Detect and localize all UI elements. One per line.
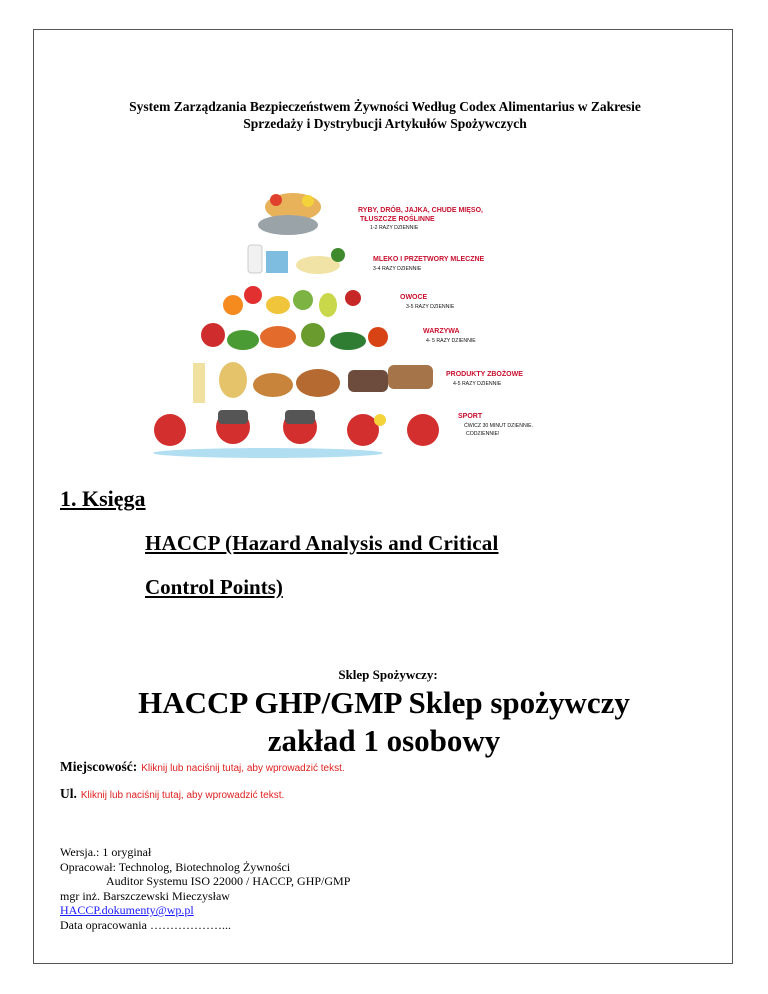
pyramid-level-3-title: OWOCE: [400, 294, 428, 301]
location-field: [60, 759, 345, 775]
pyramid-level-2-title: MLEKO I PRZETWORY MLECZNE: [373, 256, 485, 263]
shop-title-line-2: zakład 1 osobowy: [267, 723, 501, 758]
document-header: [60, 98, 710, 132]
name-text: mgr inż. Barszczewski Mieczysław: [60, 888, 230, 903]
street-label: Ul.: [60, 786, 77, 801]
food-row-4: [201, 323, 388, 350]
date-text: Data opracowania ………………...: [60, 917, 231, 932]
pyramid-level-6-title: SPORT: [458, 413, 483, 420]
food-row-3: [223, 286, 361, 317]
location-input[interactable]: Kliknij lub naciśnij tutaj, aby wprowadzić tekst.: [141, 763, 345, 774]
auditor-text: Auditor Systemu ISO 22000 / HACCP, GHP/GMP: [106, 874, 351, 888]
street-field: [60, 786, 284, 802]
email-link[interactable]: HACCP.dokumenty@wp.pl: [60, 903, 194, 917]
book-subtitle-line-2: Control Points): [145, 575, 283, 599]
author-text: Opracował: Technolog, Biotechnolog Żywności: [60, 859, 291, 874]
food-row-5: [193, 362, 433, 403]
pyramid-level-5-title: PRODUKTY ZBOŻOWE: [446, 371, 523, 378]
pyramid-level-2-freq: 3-4 RAZY DZIENNIE: [373, 266, 422, 272]
pyramid-level-1-title-b: TŁUSZCZE ROŚLINNE: [360, 216, 435, 223]
location-label: Miejscowość:: [60, 759, 138, 774]
document-meta: [60, 845, 350, 932]
pyramid-level-1-title-a: RYBY, DRÓB, JAJKA, CHUDE MIĘSO,: [358, 207, 483, 214]
food-row-2: [248, 245, 345, 274]
pyramid-level-4-freq: 4- 5 RAZY DZIENNIE: [426, 338, 476, 344]
pyramid-level-5-freq: 4-5 RAZY DZIENNIE: [453, 381, 502, 387]
version-text: Wersja.: 1 oryginał: [60, 845, 152, 859]
pyramid-level-3-freq: 3-5 RAZY DZIENNIE: [406, 304, 455, 310]
shop-label: Sklep Spożywczy:: [338, 667, 438, 682]
shop-title: [40, 684, 728, 760]
shop-title-line-1: HACCP GHP/GMP Sklep spożywczy: [138, 685, 630, 720]
sport-figures: [153, 410, 439, 458]
header-line-2: Sprzedaży i Dystrybucji Artykułów Spożywczych: [243, 116, 527, 131]
book-subtitle-line-1: HACCP (Hazard Analysis and Critical: [145, 531, 499, 555]
book-heading: 1. Księga: [60, 486, 146, 511]
pyramid-level-4-title: WARZYWA: [423, 328, 460, 335]
street-input[interactable]: Kliknij lub naciśnij tutaj, aby wprowadzić tekst.: [80, 790, 285, 801]
pyramid-level-6-freq-2: CODZIENNIE!: [466, 431, 500, 437]
header-line-1: System Zarządzania Bezpieczeństwem Żywności Według Codex Alimentarius w Zakresie: [129, 99, 641, 114]
food-row-1: [258, 193, 321, 235]
pyramid-level-6-freq: ĆWICZ 30 MINUT DZIENNIE.: [464, 423, 534, 429]
food-pyramid-image: [148, 165, 588, 460]
pyramid-level-1-freq: 1-2 RAZY DZIENNIE: [370, 225, 419, 231]
